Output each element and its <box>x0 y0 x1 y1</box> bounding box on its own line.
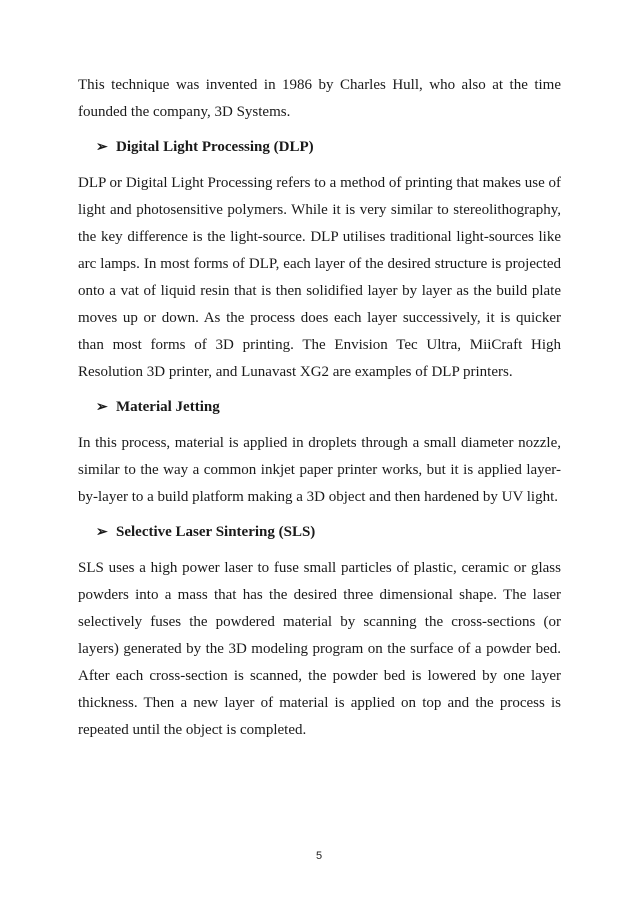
heading-sls <box>78 519 561 546</box>
heading-material-jetting <box>78 394 561 421</box>
material-jetting-paragraph: In this process, material is applied in droplets through a small diameter nozzle, similar to the way a common inkjet paper printer works, but it is applied layer-by-layer to a build platform making a 3D object and then hardened by UV light. <box>78 435 561 505</box>
dlp-paragraph: DLP or Digital Light Processing refers to a method of printing that makes use of light and photosensitive polymers. While it is very similar to stereolithography, the key difference is the light-source. DLP utilises traditional light-sources like arc lamps. In most forms of DLP, each layer of the desired structure is projected onto a vat of liquid resin that is then solidified layer by layer as the build plate moves up or down. As the process does each layer successively, it is quicker than most forms of 3D printing. The Envision Tec Ultra, MiiCraft High Resolution 3D printer, and Lunavast XG2 are examples of DLP printers. <box>78 175 561 380</box>
arrow-bullet-icon: ➢ <box>96 400 108 415</box>
heading-dlp-label: Digital Light Processing (DLP) <box>116 139 314 155</box>
sls-paragraph: SLS uses a high power laser to fuse small particles of plastic, ceramic or glass powders into a mass that has the desired three dimensional shape. The laser selectively fuses the powdered material by scanning the cross-sections (or layers) generated by the 3D modeling program on the surface of a powder bed. After each cross-section is scanned, the powder bed is lowered by one layer thickness. Then a new layer of material is applied on top and the process is repeated until the object is completed. <box>78 560 561 738</box>
heading-sls-label: Selective Laser Sintering (SLS) <box>116 524 316 540</box>
intro-paragraph: This technique was invented in 1986 by Charles Hull, who also at the time founded the company, 3D Systems. <box>78 77 561 120</box>
arrow-bullet-icon: ➢ <box>96 525 108 540</box>
heading-dlp <box>78 134 561 161</box>
heading-material-jetting-label: Material Jetting <box>116 399 220 415</box>
page-content <box>78 72 561 744</box>
page-number: 5 <box>315 850 323 862</box>
arrow-bullet-icon: ➢ <box>96 140 108 155</box>
